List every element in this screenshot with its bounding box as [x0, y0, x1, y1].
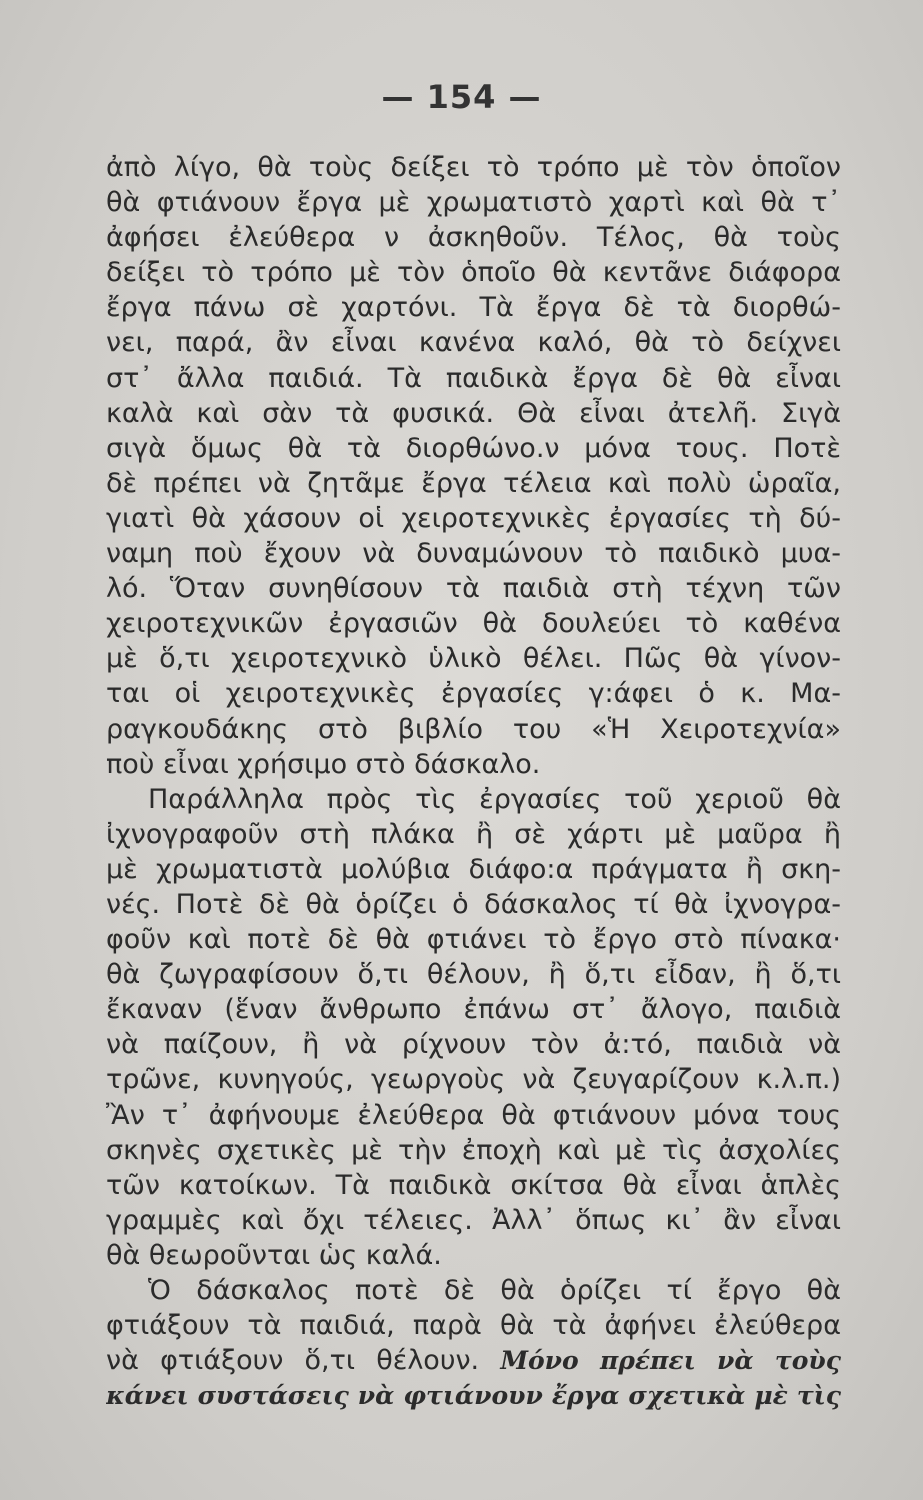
text-line: θὰ θεωροῦνται ὡς καλά.	[106, 1239, 442, 1271]
text-line: φτιάξουν τὰ παιδιά, παρὰ θὰ τὰ ἀφήνει ἐλεύθερα	[106, 1310, 841, 1342]
italic-line: κάνει συστάσεις νὰ φτιάνουν ἔργα σχετικὰ μὲ τὶς	[106, 1381, 841, 1411]
text-line: Ἂν τ᾽ ἀφήνουμε ἐλεύθερα θὰ φτιάνουν μόνα τους	[106, 1099, 841, 1131]
text-line: ἔργα πάνω σὲ χαρτόνι. Τὰ ἔργα δὲ τὰ διορθώ-	[106, 292, 841, 324]
text-line: καλὰ καὶ σὰν τὰ φυσικά. Θὰ εἶναι ἀτελῆ. Σιγὰ	[106, 397, 841, 429]
text-line: γιατὶ θὰ χάσουν οἱ χειροτεχνικὲς ἐργασίες τὴ δύ-	[106, 502, 841, 534]
text-line: σκηνὲς σχετικὲς μὲ τὴν ἐποχὴ καὶ μὲ τὶς ἀσχολίες	[106, 1134, 841, 1166]
text-line: φοῦν καὶ ποτὲ δὲ θὰ φτιάνει τὸ ἔργο στὸ πίνακα·	[106, 924, 841, 956]
text-line: ποὺ εἶναι χρήσιμο στὸ δάσκαλο.	[106, 748, 541, 780]
text-line: Παράλληλα πρὸς τὶς ἐργασίες τοῦ χεριοῦ θὰ	[148, 783, 841, 815]
text-line: ἀπὸ λίγο, θὰ τοὺς δείξει τὸ τρόπο μὲ τὸν ὁποῖον	[106, 152, 841, 183]
text-line: νὰ παίζουν, ἢ νὰ ρίχνουν τὸν ἀ:τό, παιδιὰ νὰ	[106, 1029, 841, 1061]
page-number: — 154 —	[381, 78, 542, 116]
text-line: ναμη ποὺ ἔχουν νὰ δυναμώνουν τὸ παιδικὸ μυα-	[106, 538, 841, 570]
text-line: μὲ χρωματιστὰ μολύβια διάφο:α πράγματα ἢ σκη-	[106, 853, 841, 885]
text-line: λό. Ὅταν συνηθίσουν τὰ παιδιὰ στὴ τέχνη τῶν	[106, 573, 841, 605]
text-line-mixed	[106, 1343, 841, 1378]
text-line: σιγὰ ὅμως θὰ τὰ διορθώνο.ν μόνα τους. Ποτὲ	[106, 432, 841, 464]
text-line: στ᾽ ἄλλα παιδιά. Τὰ παιδικὰ ἔργα δὲ θὰ εἶναι	[106, 362, 841, 394]
text-line: ἀφήσει ἐλεύθερα ν ἀσκηθοῦν. Τέλος, θὰ τοὺς	[106, 222, 841, 254]
text-line: θὰ φτιάνουν ἔργα μὲ χρωματιστὸ χαρτὶ καὶ θὰ τ᾽	[106, 187, 841, 219]
text-line: δὲ πρέπει νὰ ζητᾶμε ἔργα τέλεια καὶ πολὺ ὡραῖα,	[106, 467, 841, 499]
text-line: γραμμὲς καὶ ὄχι τέλειες. Ἀλλ᾽ ὅπως κι᾽ ἂν εἶναι	[106, 1204, 841, 1236]
text-line: ται οἱ χειροτεχνικὲς ἐργασίες γ:άφει ὁ κ. Μα-	[106, 678, 841, 710]
text-line: ραγκουδάκης στὸ βιβλίο του «Ἡ Χειροτεχνία»	[106, 713, 841, 745]
body-text	[106, 150, 841, 1413]
text-line: τῶν κατοίκων. Τὰ παιδικὰ σκίτσα θὰ εἶναι ἁπλὲς	[106, 1169, 841, 1201]
text-line: νει, παρά, ἂν εἶναι κανένα καλό, θὰ τὸ δείχνει	[106, 327, 841, 359]
text-segment: νὰ φτιάξουν ὅ,τι θέλουν.	[106, 1345, 480, 1377]
italic-segment: Μόνο πρέπει νὰ τοὺς	[500, 1346, 841, 1376]
text-line: ἰχνογραφοῦν στὴ πλάκα ἢ σὲ χάρτι μὲ μαῦρα ἢ	[106, 818, 841, 850]
text-line: μὲ ὅ,τι χειροτεχνικὸ ὑλικὸ θέλει. Πῶς θὰ γίνον-	[106, 643, 841, 675]
text-line: νές. Ποτὲ δὲ θὰ ὁρίζει ὁ δάσκαλος τί θὰ ἰχνογρα-	[106, 888, 841, 920]
text-line: θὰ ζωγραφίσουν ὅ,τι θέλουν, ἢ ὅ,τι εἶδαν, ἢ ὅ,τι	[106, 959, 841, 991]
text-line: Ὁ δάσκαλος ποτὲ δὲ θὰ ὁρίζει τί ἔργο θὰ	[148, 1275, 841, 1306]
text-line: χειροτεχνικῶν ἐργασιῶν θὰ δουλεύει τὸ καθένα	[106, 608, 841, 640]
text-line: τρῶνε, κυνηγούς, γεωργοὺς νὰ ζευγαρίζουν κ.λ.π.)	[106, 1064, 841, 1096]
text-line: ἔκαναν (ἕναν ἄνθρωπο ἐπάνω στ᾽ ἄλογο, παιδιὰ	[106, 994, 841, 1026]
text-line: δείξει τὸ τρόπο μὲ τὸν ὁποῖο θὰ κεντᾶνε διάφορα	[106, 257, 841, 289]
